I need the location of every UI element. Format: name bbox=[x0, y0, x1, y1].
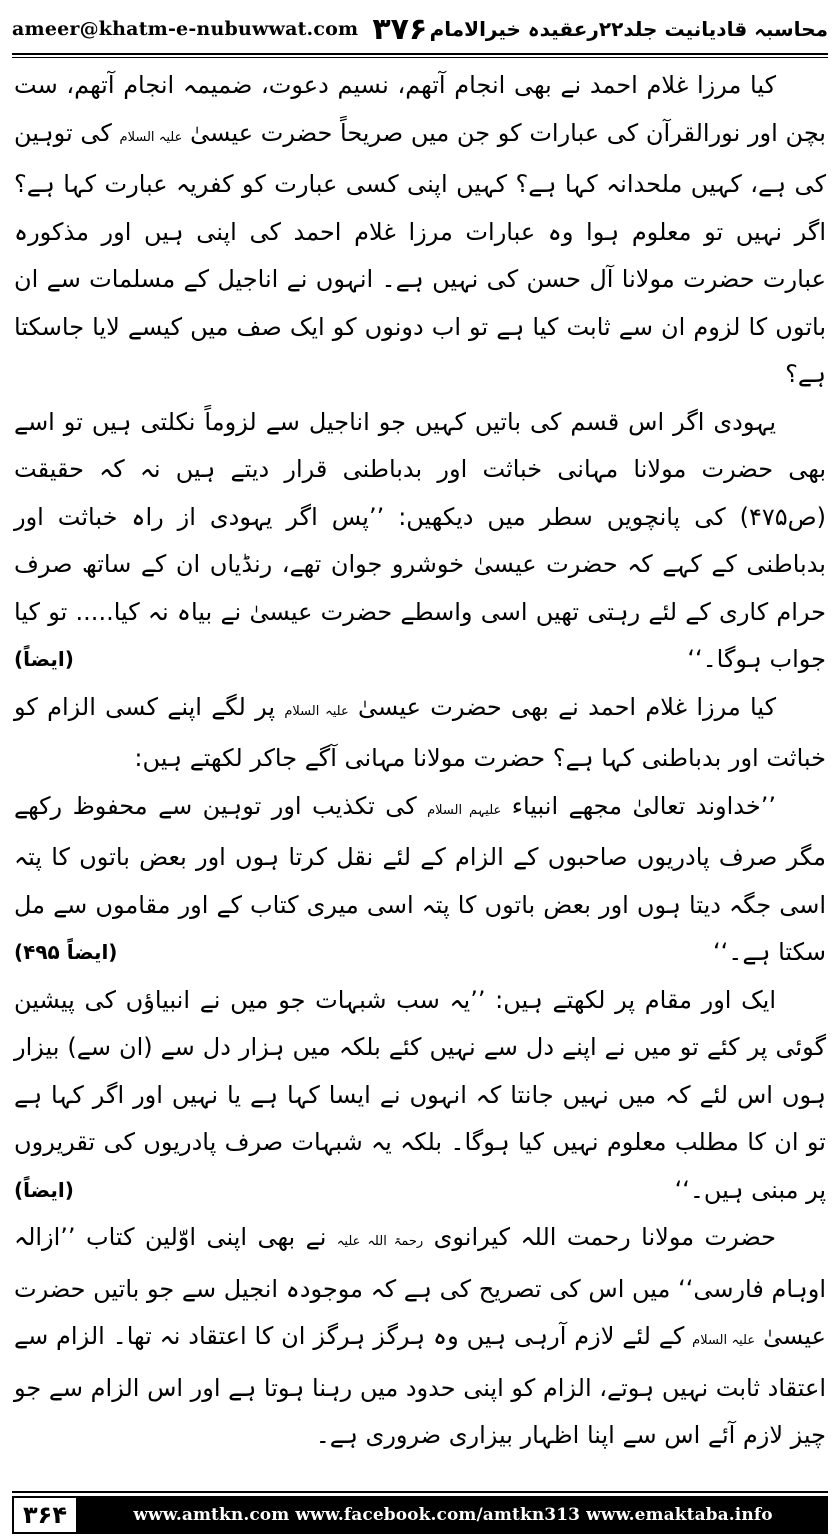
paragraph-6-text-c: کے لئے لازم آرہی ہیں وہ ہرگز ہرگز ان کا اعتقاد نہ تھا۔ الزام سے اعتقاد ثابت نہیں ہوتے، الزام کو اپنی حدود میں رہنا ہوتا ہے اور اس الزام سے جو چیز لازم آئے اس سے اپنا اظہار بیزاری ضروری ہے۔ bbox=[14, 1322, 826, 1449]
paragraph-6 bbox=[14, 1214, 826, 1460]
header-rule bbox=[12, 53, 828, 55]
paragraph-1 bbox=[14, 62, 826, 399]
body-text bbox=[14, 62, 826, 1462]
paragraph-3 bbox=[14, 684, 826, 783]
page-header bbox=[12, 8, 828, 50]
header-email: ameer@khatm-e-nubuwwat.com bbox=[12, 18, 359, 40]
paragraph-3-text-b: پر لگے اپنے کسی الزام کو خباثت اور بدباطنی کہا ہے؟ حضرت مولانا مہانی آگے جاکر لکھتے ہیں: bbox=[14, 692, 826, 772]
page-footer bbox=[12, 1496, 828, 1534]
paragraph-5 bbox=[14, 977, 826, 1215]
paragraph-4-text-a: ’’خداوند تعالیٰ مجھے انبیاء bbox=[511, 791, 776, 820]
header-rule-thin bbox=[12, 57, 828, 58]
header-page-number: ۳۷۶ bbox=[372, 11, 428, 47]
paragraph-5-text: ایک اور مقام پر لکھتے ہیں: ’’یہ سب شبہات جو میں نے انبیاؤں کی پیشین گوئی پر کئے تو میں نے اپنے دل سے نہیں کئے بلکہ میں ہزار دل سے (ان سے) بیزار ہوں اس لئے کہ میں نہیں جانتا کہ انہوں نے ایسا کہا ہے یا نہیں اور اگر کہا ہے تو ان کا مطلب معلوم نہیں کیا ہوگا۔ بلکہ یہ شبہات صرف پادریوں کی تقریروں پر مبنی ہیں۔‘‘ bbox=[14, 985, 826, 1204]
paragraph-3-text-a: کیا مرزا غلام احمد نے بھی حضرت عیسیٰ bbox=[358, 692, 776, 721]
header-left bbox=[12, 12, 427, 47]
footer-urls: www.amtkn.com www.facebook.com/amtkn313 www.emaktaba.info bbox=[133, 1505, 773, 1525]
honorific-2: علیہ السلام bbox=[284, 703, 349, 719]
footer-page-number: ۳۶۴ bbox=[12, 1496, 78, 1534]
paragraph-1-text-b: کی توہین کی ہے، کہیں ملحدانہ کہا ہے؟ کہیں اپنی کسی عبارت کو کفریہ عبارت کہا ہے؟ اگر نہیں تو معلوم ہوا وہ عبارات مرزا غلام احمد کی اپنی ہیں اور مذکورہ عبارت حضرت مولانا آل حسن کی نہیں ہے۔ انہوں نے اناجیل کے مسلمات سے ان باتوں کا لزوم ان سے ثابت کیا ہے تو اب دونوں کو ایک صف میں کیسے لایا جاسکتا ہے؟ bbox=[14, 118, 826, 388]
paragraph-1-text-a: کیا مرزا غلام احمد نے بھی انجام آتھم، نسیم دعوت، ضمیمہ انجام آتھم، ست بچن اور نورالقرآن کی عبارات کو جن میں صریحاً حضرت عیسیٰ bbox=[14, 71, 826, 147]
paragraph-6-text-a: حضرت مولانا رحمت اللہ کیرانوی bbox=[433, 1223, 776, 1251]
footer-rule bbox=[12, 1491, 828, 1493]
paragraph-6-text-b: نے بھی اپنی اوّلین کتاب ’’ازالہ اوہام فارسی‘‘ میں اس کی تصریح کی ہے کہ موجودہ انجیل سے جو باتیں حضرت عیسیٰ bbox=[14, 1223, 826, 1350]
paragraph-4-text-b: کی تکذیب اور توہین سے محفوظ رکھے مگر صرف پادریوں صاحبوں کے الزام کے لئے نقل کرتا ہوں اور بعض باتوں کا پتہ اسی جگہ دیتا ہوں اور بعض باتوں کا پتہ اسی میری کتاب کے اور مقاموں سے مل سکتا ہے۔‘‘ bbox=[14, 791, 826, 966]
honorific-4: رحمۃ اللہ علیہ bbox=[336, 1234, 424, 1249]
paragraph-2-text: یہودی اگر اس قسم کی باتیں کہیں جو اناجیل سے لزوماً نکلتی ہیں تو اسے بھی حضرت مولانا مہانی خباثت اور بدباطنی قرار دیتے ہیں نہ کہ حقیقت (ص۴۷۵) کی پانچویں سطر میں دیکھیں: ’’پس اگر یہودی از راہ خباثت اور بدباطنی کے کہے کہ حضرت عیسیٰ خوشرو جوان تھے، رنڈیاں ان کے ساتھ صرف حرام کاری کے لئے رہتی تھیں اسی واسطے حضرت عیسیٰ نے بیاہ نہ کیا..... تو کیا جواب ہوگا۔‘‘ bbox=[14, 407, 826, 673]
reference-3: (ایضاً) bbox=[14, 1177, 74, 1202]
honorific-5: علیہ السلام bbox=[692, 1333, 756, 1348]
header-book-title: محاسبہ قادیانیت جلد۲۲رعقیدہ خیرالامام bbox=[429, 17, 828, 41]
reference-2: (ایضاً ۴۹۵) bbox=[14, 940, 118, 964]
paragraph-4-quote bbox=[14, 783, 826, 977]
reference-1: (ایضاً) bbox=[14, 647, 74, 671]
honorific-1: علیہ السلام bbox=[119, 129, 183, 145]
honorific-3: علیہم السلام bbox=[427, 802, 502, 818]
paragraph-2 bbox=[14, 399, 826, 684]
